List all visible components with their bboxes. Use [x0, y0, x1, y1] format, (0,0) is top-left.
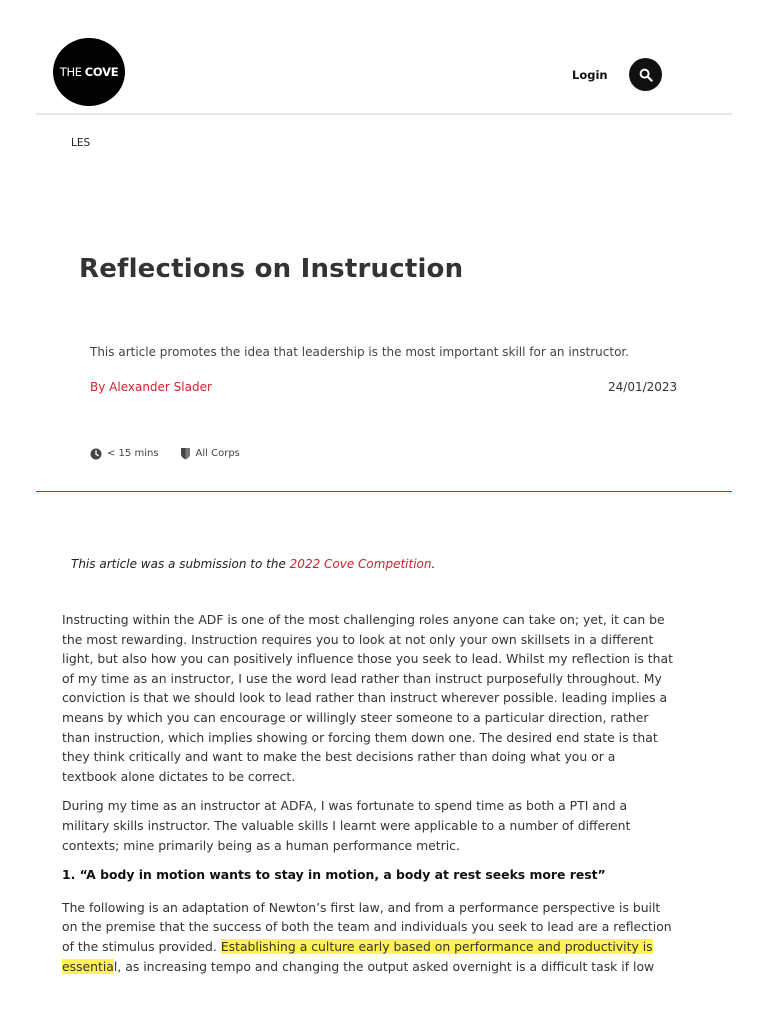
content-divider: [36, 491, 732, 492]
logo[interactable]: [53, 38, 125, 106]
paragraph-line: Instructing within the ADF is one of the most challenging roles anyone can take on; yet, it can be: [62, 612, 665, 627]
paragraph-line: The following is an adaptation of Newton’s first law, and from a performance perspective is built: [62, 899, 661, 915]
header-divider: [36, 113, 732, 115]
read-time: [90, 448, 159, 460]
paragraph-line: During my time as an instructor at ADFA, I was fortunate to spend time as both a PTI and a: [62, 798, 628, 814]
paragraph-line: conviction is that we should look to lead rather than instruct wherever possible. leading implies a: [62, 690, 668, 706]
paragraph-line: [62, 957, 708, 977]
paragraph-line: than instruction, which implies showing or forcing them down one. The desired end state is that: [62, 729, 658, 745]
section-heading-1: 1. “A body in motion wants to stay in motion, a body at rest seeks more rest”: [62, 867, 606, 883]
page-title: Reflections on Instruction: [79, 254, 464, 284]
article-meta: [90, 447, 240, 460]
login-link[interactable]: Login: [572, 68, 608, 82]
article-summary: This article promotes the idea that leadership is the most important skill for an instructor.: [90, 345, 630, 359]
article-body: [62, 610, 708, 986]
highlighted-text: essentia: [62, 958, 114, 974]
paragraph-text: of the stimulus provided.: [62, 938, 221, 954]
audience-label: All Corps: [195, 448, 240, 459]
paragraph-line: military skills instructor. The valuable skills I learnt were applicable to a number of different: [62, 817, 631, 833]
paragraph-line: they think critically and want to make the best decisions rather than doing what you or a: [62, 749, 616, 765]
paragraph-2: [62, 796, 708, 855]
submission-prefix: This article was a submission to the: [71, 557, 290, 571]
paragraph-line: textbook alone dictates to be correct.: [62, 768, 296, 784]
paragraph-line: means by which you can encourage or willingly steer someone to a particular direction, rather: [62, 709, 649, 725]
clock-icon: [90, 448, 102, 460]
paragraph-line: contexts; mine primarily being as a human performance metric.: [62, 837, 460, 853]
submission-suffix: .: [431, 557, 436, 571]
shield-icon: [180, 447, 191, 460]
logo-cove: COVE: [84, 65, 119, 79]
paragraph-line: of my time as an instructor, I use the word lead rather than instruct purposefully throughout. My: [62, 670, 662, 686]
paragraph-1: [62, 610, 708, 786]
paragraph-line: light, but also how you can positively influence those you seek to lead. Whilst my reflection is that: [62, 651, 673, 667]
competition-link[interactable]: 2022 Cove Competition: [289, 557, 432, 571]
audience: [180, 447, 240, 460]
highlighted-text: Establishing a culture early based on performance and productivity is: [220, 938, 653, 954]
paragraph-line: the most rewarding. Instruction requires you to look at not only your own skillsets in a different: [62, 631, 654, 647]
read-time-label: < 15 mins: [107, 448, 159, 459]
breadcrumb[interactable]: LES: [71, 137, 91, 149]
submission-note: [71, 557, 435, 571]
paragraph-line: on the premise that the success of both the team and individuals you seek to lead are a reflection: [62, 919, 672, 935]
search-button[interactable]: [629, 58, 662, 91]
author-link[interactable]: By Alexander Slader: [90, 380, 212, 394]
paragraph-text: l, as increasing tempo and changing the output asked overnight is a difficult task if low: [113, 958, 655, 974]
logo-the: THE: [59, 65, 82, 79]
publish-date: 24/01/2023: [608, 380, 678, 394]
paragraph-3: [62, 898, 708, 976]
paragraph-line: [62, 937, 708, 957]
search-icon: [639, 68, 653, 82]
